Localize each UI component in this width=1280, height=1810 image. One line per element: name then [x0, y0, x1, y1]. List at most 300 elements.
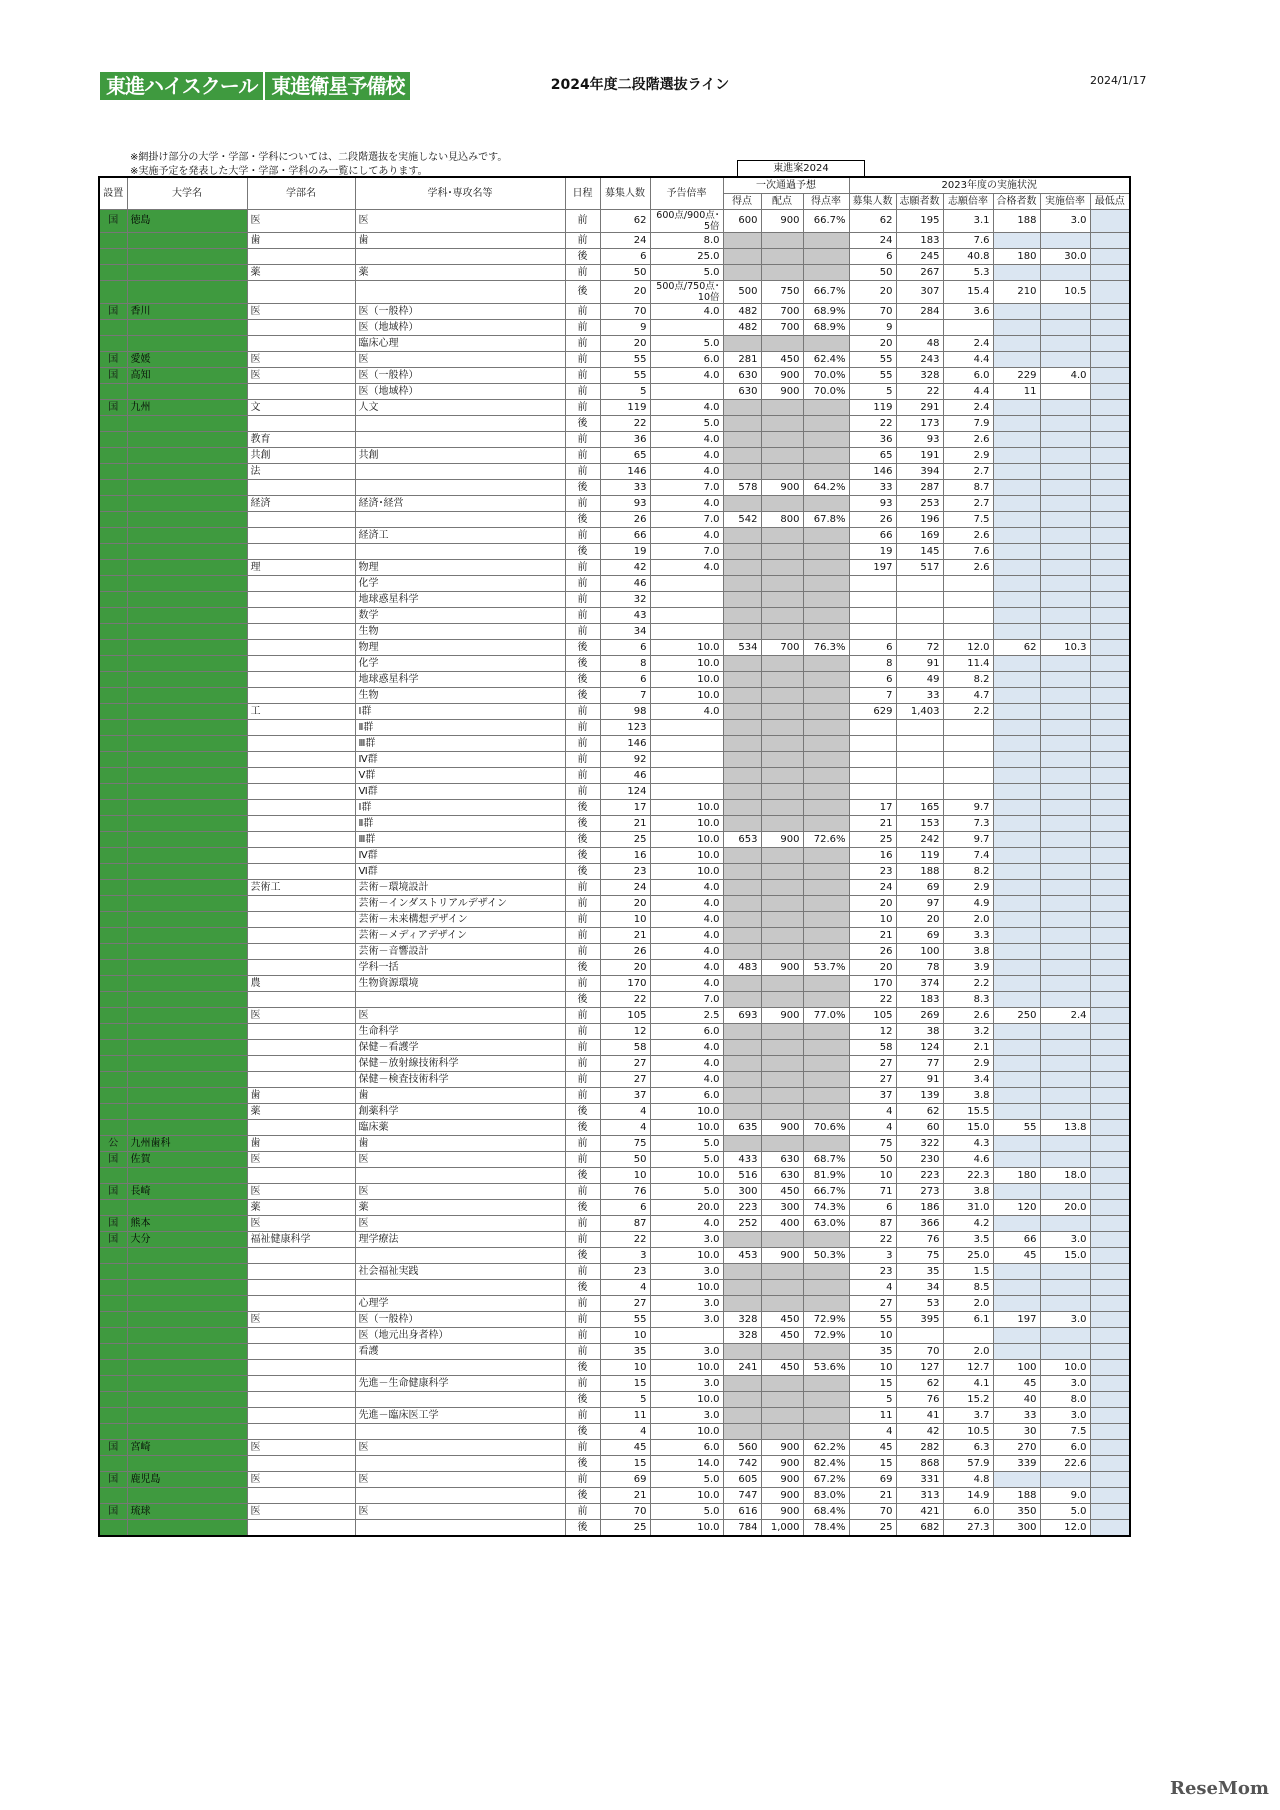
cell-gakka: Ⅰ群 [355, 800, 565, 816]
cell-nittei: 前 [565, 976, 600, 992]
cell-boshu: 55 [600, 352, 650, 368]
cell-yokoku [650, 608, 723, 624]
cell-setchi [99, 480, 127, 496]
cell-saitei [1090, 1472, 1130, 1488]
cell-saitei [1090, 400, 1130, 416]
cell-setchi [99, 624, 127, 640]
cell-yokoku: 10.0 [650, 832, 723, 848]
cell-boshu: 12 [600, 1024, 650, 1040]
cell-tokutenritsu [803, 944, 849, 960]
cell-daigaku [127, 416, 247, 432]
cell-setchi [99, 976, 127, 992]
cell-gakka: 物理 [355, 640, 565, 656]
cell-gakka: 人文 [355, 400, 565, 416]
cell-saitei [1090, 576, 1130, 592]
cell-tokuten [723, 336, 761, 352]
cell-jisshibairitsu [1040, 720, 1090, 736]
cell-haiten: 700 [761, 320, 803, 336]
cell-tokuten [723, 1264, 761, 1280]
cell-yokoku: 10.0 [650, 1520, 723, 1537]
cell-daigaku [127, 1392, 247, 1408]
cell-saitei [1090, 512, 1130, 528]
cell-gakubu: 農 [247, 976, 355, 992]
cell-daigaku [127, 1264, 247, 1280]
cell-shigan: 124 [896, 1040, 943, 1056]
table-row [99, 912, 1130, 928]
cell-shigan: 282 [896, 1440, 943, 1456]
cell-nittei: 前 [565, 1136, 600, 1152]
cell-yokoku: 4.0 [650, 368, 723, 384]
cell-boshu2023: 170 [849, 976, 896, 992]
cell-gakka: 歯 [355, 233, 565, 249]
cell-nittei: 前 [565, 528, 600, 544]
cell-tokuten [723, 864, 761, 880]
cell-boshu: 87 [600, 1216, 650, 1232]
cell-haiten: 450 [761, 1312, 803, 1328]
cell-shiganbairitsu: 11.4 [943, 656, 993, 672]
cell-gokaku [993, 1328, 1040, 1344]
table-row [99, 1376, 1130, 1392]
cell-saitei [1090, 1440, 1130, 1456]
cell-tokutenritsu [803, 1072, 849, 1088]
cell-shigan: 165 [896, 800, 943, 816]
cell-boshu: 24 [600, 880, 650, 896]
table-row [99, 1136, 1130, 1152]
cell-nittei: 後 [565, 832, 600, 848]
cell-gakka: Ⅱ群 [355, 720, 565, 736]
cell-nittei: 後 [565, 688, 600, 704]
cell-boshu: 25 [600, 832, 650, 848]
cell-setchi [99, 1520, 127, 1537]
cell-shigan: 284 [896, 304, 943, 320]
cell-gakubu [247, 672, 355, 688]
cell-jisshibairitsu: 6.0 [1040, 1440, 1090, 1456]
cell-saitei [1090, 1360, 1130, 1376]
table-row [99, 528, 1130, 544]
cell-setchi [99, 592, 127, 608]
cell-jisshibairitsu [1040, 656, 1090, 672]
cell-daigaku [127, 752, 247, 768]
cell-gokaku [993, 496, 1040, 512]
cell-gakka [355, 1392, 565, 1408]
cell-haiten: 900 [761, 1472, 803, 1488]
table-row [99, 768, 1130, 784]
cell-boshu: 4 [600, 1104, 650, 1120]
cell-tokutenritsu: 62.2% [803, 1440, 849, 1456]
cell-yokoku [650, 784, 723, 800]
cell-saitei [1090, 368, 1130, 384]
cell-shiganbairitsu: 12.0 [943, 640, 993, 656]
cell-haiten: 900 [761, 1456, 803, 1472]
cell-shigan: 269 [896, 1008, 943, 1024]
cell-setchi [99, 1392, 127, 1408]
cell-boshu: 32 [600, 592, 650, 608]
table-row [99, 800, 1130, 816]
cell-haiten: 900 [761, 368, 803, 384]
cell-boshu2023: 19 [849, 544, 896, 560]
cell-tokutenritsu [803, 464, 849, 480]
cell-haiten [761, 592, 803, 608]
cell-daigaku [127, 784, 247, 800]
cell-nittei: 後 [565, 1392, 600, 1408]
cell-saitei [1090, 1184, 1130, 1200]
cell-shiganbairitsu: 2.6 [943, 560, 993, 576]
cell-gokaku [993, 912, 1040, 928]
cell-yokoku: 5.0 [650, 265, 723, 281]
cell-saitei [1090, 320, 1130, 336]
cell-gakka: 創薬科学 [355, 1104, 565, 1120]
cell-shigan: 291 [896, 400, 943, 416]
cell-tokuten: 281 [723, 352, 761, 368]
cell-yokoku: 6.0 [650, 1088, 723, 1104]
selection-table [98, 176, 1131, 1537]
cell-nittei: 後 [565, 960, 600, 976]
cell-yokoku: 10.0 [650, 1280, 723, 1296]
cell-tokutenritsu [803, 1424, 849, 1440]
cell-shiganbairitsu: 22.3 [943, 1168, 993, 1184]
cell-gakubu [247, 992, 355, 1008]
cell-tokutenritsu [803, 544, 849, 560]
cell-nittei: 後 [565, 848, 600, 864]
cell-gakka: Ⅳ群 [355, 848, 565, 864]
cell-haiten [761, 768, 803, 784]
cell-shiganbairitsu: 6.0 [943, 1504, 993, 1520]
cell-gokaku [993, 1184, 1040, 1200]
cell-gakka: Ⅴ群 [355, 768, 565, 784]
table-row [99, 496, 1130, 512]
cell-tokuten: 784 [723, 1520, 761, 1537]
cell-jisshibairitsu: 10.3 [1040, 640, 1090, 656]
cell-yokoku: 20.0 [650, 1200, 723, 1216]
cell-tokuten [723, 1104, 761, 1120]
cell-jisshibairitsu [1040, 688, 1090, 704]
table-row [99, 784, 1130, 800]
cell-gakka: 数学 [355, 608, 565, 624]
cell-yokoku: 10.0 [650, 1392, 723, 1408]
cell-gakubu [247, 1424, 355, 1440]
cell-jisshibairitsu: 10.0 [1040, 1360, 1090, 1376]
cell-gokaku: 45 [993, 1248, 1040, 1264]
cell-daigaku [127, 1328, 247, 1344]
cell-tokuten: 616 [723, 1504, 761, 1520]
cell-daigaku [127, 848, 247, 864]
col-tokutenritsu: 得点率 [803, 194, 849, 210]
cell-nittei: 前 [565, 1344, 600, 1360]
cell-saitei [1090, 480, 1130, 496]
cell-daigaku [127, 576, 247, 592]
cell-boshu: 27 [600, 1296, 650, 1312]
cell-shiganbairitsu: 3.2 [943, 1024, 993, 1040]
cell-nittei: 前 [565, 1072, 600, 1088]
cell-daigaku [127, 1408, 247, 1424]
table-header [99, 177, 1130, 210]
col-saitei: 最低点 [1090, 194, 1130, 210]
cell-setchi [99, 1296, 127, 1312]
cell-setchi [99, 1072, 127, 1088]
cell-gakubu [247, 624, 355, 640]
cell-boshu2023: 21 [849, 1488, 896, 1504]
cell-shigan: 139 [896, 1088, 943, 1104]
cell-boshu: 42 [600, 560, 650, 576]
cell-setchi [99, 1376, 127, 1392]
cell-saitei [1090, 1520, 1130, 1537]
cell-setchi [99, 656, 127, 672]
cell-tokuten: 500 [723, 281, 761, 304]
cell-shiganbairitsu: 2.6 [943, 528, 993, 544]
cell-saitei [1090, 265, 1130, 281]
cell-boshu2023: 27 [849, 1072, 896, 1088]
cell-nittei: 後 [565, 249, 600, 265]
cell-nittei: 前 [565, 233, 600, 249]
cell-shiganbairitsu: 2.0 [943, 1344, 993, 1360]
cell-shiganbairitsu [943, 320, 993, 336]
cell-boshu2023: 36 [849, 432, 896, 448]
cell-tokuten: 300 [723, 1184, 761, 1200]
cell-nittei: 前 [565, 1504, 600, 1520]
table-row [99, 1152, 1130, 1168]
cell-gokaku: 197 [993, 1312, 1040, 1328]
cell-tokuten: 516 [723, 1168, 761, 1184]
cell-nittei: 前 [565, 384, 600, 400]
cell-boshu: 55 [600, 1312, 650, 1328]
cell-boshu2023: 5 [849, 1392, 896, 1408]
cell-saitei [1090, 336, 1130, 352]
cell-gakubu [247, 384, 355, 400]
cell-jisshibairitsu [1040, 704, 1090, 720]
cell-boshu: 105 [600, 1008, 650, 1024]
cell-jisshibairitsu [1040, 233, 1090, 249]
cell-yokoku [650, 752, 723, 768]
cell-haiten [761, 1280, 803, 1296]
cell-yokoku: 4.0 [650, 928, 723, 944]
cell-shiganbairitsu: 2.6 [943, 432, 993, 448]
table-row [99, 1200, 1130, 1216]
cell-haiten [761, 624, 803, 640]
cell-gakka: 医（一般枠） [355, 1312, 565, 1328]
cell-gakka: Ⅳ群 [355, 752, 565, 768]
cell-gokaku: 66 [993, 1232, 1040, 1248]
cell-tokutenritsu [803, 896, 849, 912]
cell-boshu2023 [849, 720, 896, 736]
cell-boshu2023: 10 [849, 1168, 896, 1184]
cell-jisshibairitsu [1040, 1328, 1090, 1344]
table-row [99, 608, 1130, 624]
cell-gakubu [247, 1120, 355, 1136]
cell-gakubu: 共創 [247, 448, 355, 464]
cell-saitei [1090, 544, 1130, 560]
cell-gokaku [993, 576, 1040, 592]
cell-boshu2023: 22 [849, 1232, 896, 1248]
cell-boshu2023: 197 [849, 560, 896, 576]
cell-setchi: 公 [99, 1136, 127, 1152]
cell-gokaku [993, 784, 1040, 800]
cell-yokoku: 10.0 [650, 688, 723, 704]
cell-gakubu [247, 1344, 355, 1360]
cell-boshu: 11 [600, 1408, 650, 1424]
cell-setchi [99, 1088, 127, 1104]
cell-shiganbairitsu: 7.6 [943, 544, 993, 560]
cell-tokuten [723, 1280, 761, 1296]
cell-jisshibairitsu [1040, 1344, 1090, 1360]
cell-daigaku [127, 1280, 247, 1296]
cell-setchi: 国 [99, 1440, 127, 1456]
cell-daigaku [127, 1040, 247, 1056]
cell-yokoku [650, 624, 723, 640]
cell-nittei: 前 [565, 1008, 600, 1024]
cell-shiganbairitsu: 9.7 [943, 832, 993, 848]
cell-yokoku: 4.0 [650, 976, 723, 992]
cell-haiten [761, 448, 803, 464]
cell-haiten: 900 [761, 832, 803, 848]
cell-setchi [99, 608, 127, 624]
cell-daigaku: 愛媛 [127, 352, 247, 368]
cell-tokutenritsu [803, 624, 849, 640]
cell-gakubu [247, 768, 355, 784]
cell-boshu2023: 55 [849, 352, 896, 368]
cell-tokutenritsu [803, 560, 849, 576]
table-row [99, 1072, 1130, 1088]
cell-saitei [1090, 1072, 1130, 1088]
cell-jisshibairitsu [1040, 960, 1090, 976]
cell-shiganbairitsu [943, 608, 993, 624]
cell-tokuten [723, 1296, 761, 1312]
cell-daigaku [127, 976, 247, 992]
cell-haiten [761, 1056, 803, 1072]
cell-daigaku [127, 928, 247, 944]
cell-boshu2023: 62 [849, 210, 896, 233]
cell-gakka: 医（一般枠） [355, 368, 565, 384]
cell-haiten [761, 544, 803, 560]
cell-jisshibairitsu: 2.4 [1040, 1008, 1090, 1024]
cell-shigan: 307 [896, 281, 943, 304]
cell-yokoku: 10.0 [650, 1488, 723, 1504]
cell-tokuten [723, 1424, 761, 1440]
cell-shigan: 1,403 [896, 704, 943, 720]
cell-gakka: 臨床薬 [355, 1120, 565, 1136]
cell-shiganbairitsu: 7.6 [943, 233, 993, 249]
cell-haiten [761, 688, 803, 704]
cell-gokaku [993, 265, 1040, 281]
cell-shiganbairitsu: 57.9 [943, 1456, 993, 1472]
cell-tokuten [723, 1392, 761, 1408]
cell-setchi [99, 880, 127, 896]
cell-haiten: 630 [761, 1152, 803, 1168]
cell-boshu: 24 [600, 233, 650, 249]
cell-nittei: 前 [565, 1152, 600, 1168]
cell-tokuten: 542 [723, 512, 761, 528]
cell-haiten: 300 [761, 1200, 803, 1216]
cell-boshu: 45 [600, 1440, 650, 1456]
cell-jisshibairitsu: 30.0 [1040, 249, 1090, 265]
cell-gakubu [247, 1360, 355, 1376]
table-row [99, 1328, 1130, 1344]
cell-yokoku: 14.0 [650, 1456, 723, 1472]
cell-yokoku: 4.0 [650, 448, 723, 464]
cell-gokaku: 62 [993, 640, 1040, 656]
cell-gokaku [993, 1088, 1040, 1104]
cell-shiganbairitsu: 3.5 [943, 1232, 993, 1248]
cell-shiganbairitsu: 7.9 [943, 416, 993, 432]
cell-tokutenritsu: 70.6% [803, 1120, 849, 1136]
cell-setchi [99, 496, 127, 512]
cell-boshu: 20 [600, 896, 650, 912]
cell-haiten [761, 1040, 803, 1056]
cell-yokoku: 10.0 [650, 1120, 723, 1136]
cell-setchi [99, 1488, 127, 1504]
cell-saitei [1090, 1088, 1130, 1104]
cell-saitei [1090, 1488, 1130, 1504]
cell-shiganbairitsu: 2.2 [943, 704, 993, 720]
cell-shiganbairitsu: 27.3 [943, 1520, 993, 1537]
cell-tokuten [723, 1040, 761, 1056]
table-row [99, 304, 1130, 320]
cell-boshu: 70 [600, 304, 650, 320]
cell-jisshibairitsu [1040, 1024, 1090, 1040]
cell-shiganbairitsu: 7.5 [943, 512, 993, 528]
table-row [99, 1296, 1130, 1312]
cell-gakka [355, 249, 565, 265]
cell-gakubu [247, 512, 355, 528]
table-row [99, 1088, 1130, 1104]
cell-boshu: 26 [600, 944, 650, 960]
cell-tokutenritsu [803, 688, 849, 704]
cell-tokutenritsu: 78.4% [803, 1520, 849, 1537]
cell-shigan: 62 [896, 1104, 943, 1120]
cell-yokoku: 4.0 [650, 304, 723, 320]
cell-haiten [761, 400, 803, 416]
cell-yokoku: 4.0 [650, 704, 723, 720]
cell-tokutenritsu [803, 880, 849, 896]
cell-gakubu: 医 [247, 210, 355, 233]
cell-shigan: 22 [896, 384, 943, 400]
cell-saitei [1090, 912, 1130, 928]
cell-boshu2023: 21 [849, 928, 896, 944]
cell-shiganbairitsu [943, 752, 993, 768]
cell-haiten [761, 1344, 803, 1360]
cell-boshu: 70 [600, 1504, 650, 1520]
table-row [99, 1488, 1130, 1504]
cell-boshu: 170 [600, 976, 650, 992]
cell-jisshibairitsu [1040, 1296, 1090, 1312]
table-row [99, 1040, 1130, 1056]
cell-shiganbairitsu: 3.8 [943, 1184, 993, 1200]
cell-saitei [1090, 832, 1130, 848]
cell-boshu: 19 [600, 544, 650, 560]
cell-boshu2023: 10 [849, 912, 896, 928]
cell-gakka: 経済工 [355, 528, 565, 544]
cell-gokaku [993, 304, 1040, 320]
cell-gakka: 生物 [355, 688, 565, 704]
cell-nittei: 前 [565, 608, 600, 624]
cell-tokutenritsu [803, 1296, 849, 1312]
cell-gokaku: 33 [993, 1408, 1040, 1424]
cell-boshu2023: 8 [849, 656, 896, 672]
cell-gakubu: 医 [247, 1152, 355, 1168]
cell-gakubu [247, 864, 355, 880]
cell-boshu2023: 75 [849, 1136, 896, 1152]
cell-jisshibairitsu [1040, 1264, 1090, 1280]
cell-yokoku: 25.0 [650, 249, 723, 265]
cell-jisshibairitsu [1040, 1472, 1090, 1488]
cell-tokuten [723, 800, 761, 816]
cell-setchi [99, 1056, 127, 1072]
cell-shigan: 127 [896, 1360, 943, 1376]
cell-gokaku: 30 [993, 1424, 1040, 1440]
table-row [99, 896, 1130, 912]
cell-shiganbairitsu: 2.6 [943, 1008, 993, 1024]
cell-nittei: 後 [565, 1488, 600, 1504]
cell-daigaku [127, 512, 247, 528]
